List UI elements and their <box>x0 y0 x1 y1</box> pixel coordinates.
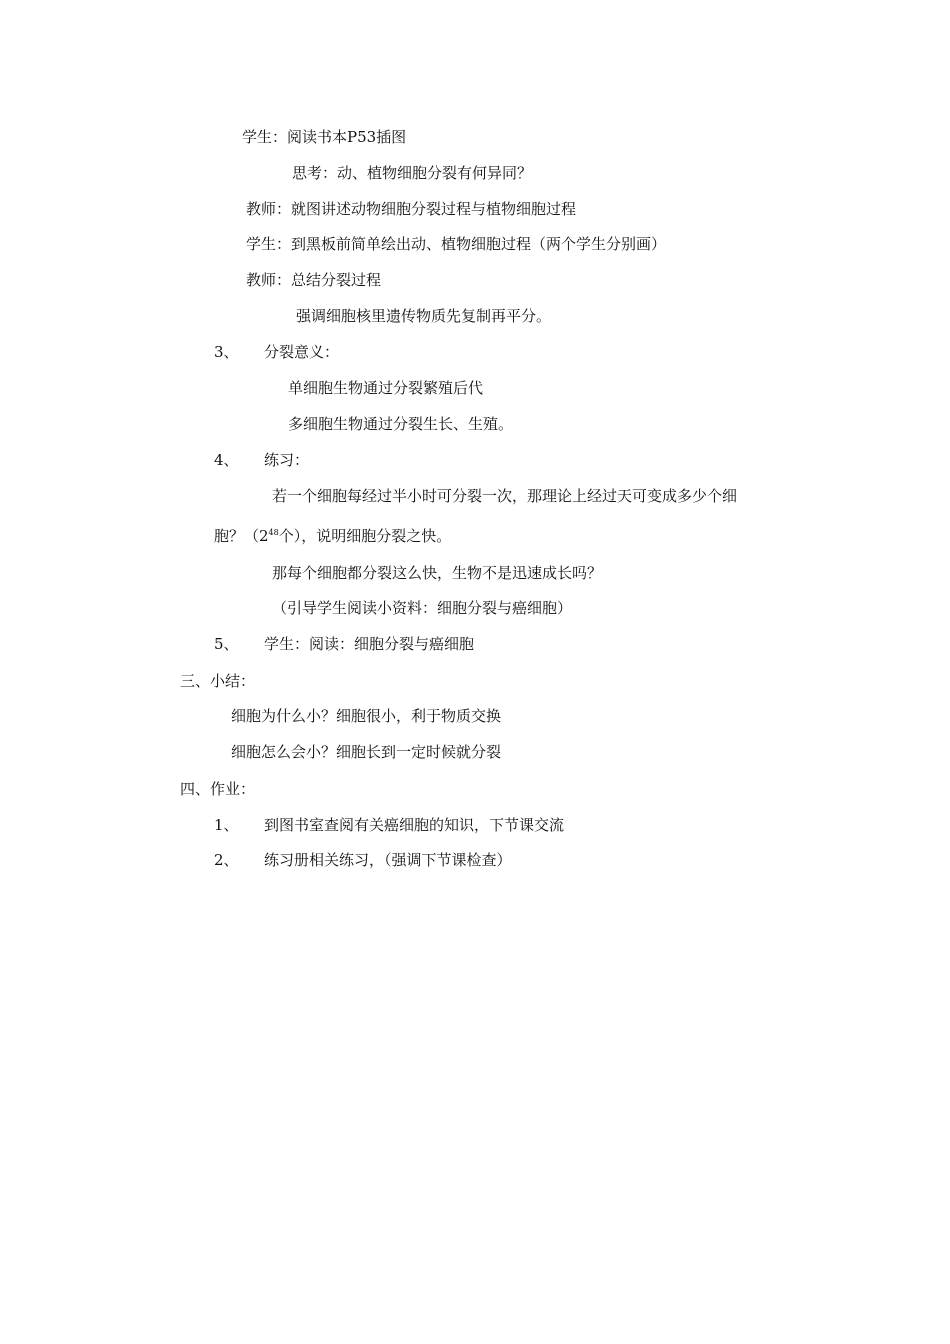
think-question-line: 思考：动、植物细胞分裂有何异同？ <box>292 164 533 182</box>
item-4-line <box>214 450 309 470</box>
followup-question-line: 那每个细胞都分裂这么快，生物不是迅速成长吗？ <box>272 564 603 582</box>
summary-line-2: 细胞怎么会小？细胞长到一定时候就分裂 <box>231 743 502 761</box>
item-number: 3、 <box>214 343 239 361</box>
homework-item-2 <box>214 850 512 870</box>
homework-item-1 <box>214 815 564 835</box>
student-draw-line: 学生：到黑板前简单绘出动、植物细胞过程（两个学生分别画） <box>246 235 667 253</box>
section-homework-heading: 四、作业： <box>180 780 256 798</box>
section-summary-heading: 三、小结： <box>180 672 256 690</box>
multicellular-line: 多细胞生物通过分裂生长、生殖。 <box>288 415 514 433</box>
answer-prefix: 胞？（2 <box>214 527 269 545</box>
summary-line-1: 细胞为什么小？细胞很小，利于物质交换 <box>231 707 502 725</box>
item-number: 4、 <box>214 451 239 469</box>
item-text: 练习： <box>264 451 310 469</box>
item-text: 学生：阅读：细胞分裂与癌细胞 <box>264 635 475 653</box>
teacher-explain-line: 教师：就图讲述动物细胞分裂过程与植物细胞过程 <box>246 200 577 218</box>
exercise-answer-line <box>214 526 451 546</box>
item-number: 2、 <box>214 851 239 869</box>
exercise-question-line: 若一个细胞每经过半小时可分裂一次，那理论上经过天可变成多少个细 <box>272 487 738 505</box>
unicellular-line: 单细胞生物通过分裂繁殖后代 <box>288 379 484 397</box>
item-text: 分裂意义： <box>264 343 340 361</box>
guide-reading-line: （引导学生阅读小资料：细胞分裂与癌细胞） <box>272 599 573 617</box>
answer-suffix: 个），说明细胞分裂之快。 <box>278 527 452 545</box>
item-text: 练习册相关练习，（强调下节课检查） <box>264 851 512 869</box>
item-number: 5、 <box>214 635 239 653</box>
student-reading-line: 学生：阅读书本P53插图 <box>242 128 407 146</box>
emphasis-line: 强调细胞核里遗传物质先复制再平分。 <box>296 307 552 325</box>
item-number: 1、 <box>214 816 239 834</box>
teacher-summary-line: 教师：总结分裂过程 <box>246 271 382 289</box>
item-5-line <box>214 634 474 654</box>
item-text: 到图书室查阅有关癌细胞的知识，下节课交流 <box>264 816 565 834</box>
exponent: 48 <box>268 528 279 537</box>
item-3-line <box>214 342 339 362</box>
